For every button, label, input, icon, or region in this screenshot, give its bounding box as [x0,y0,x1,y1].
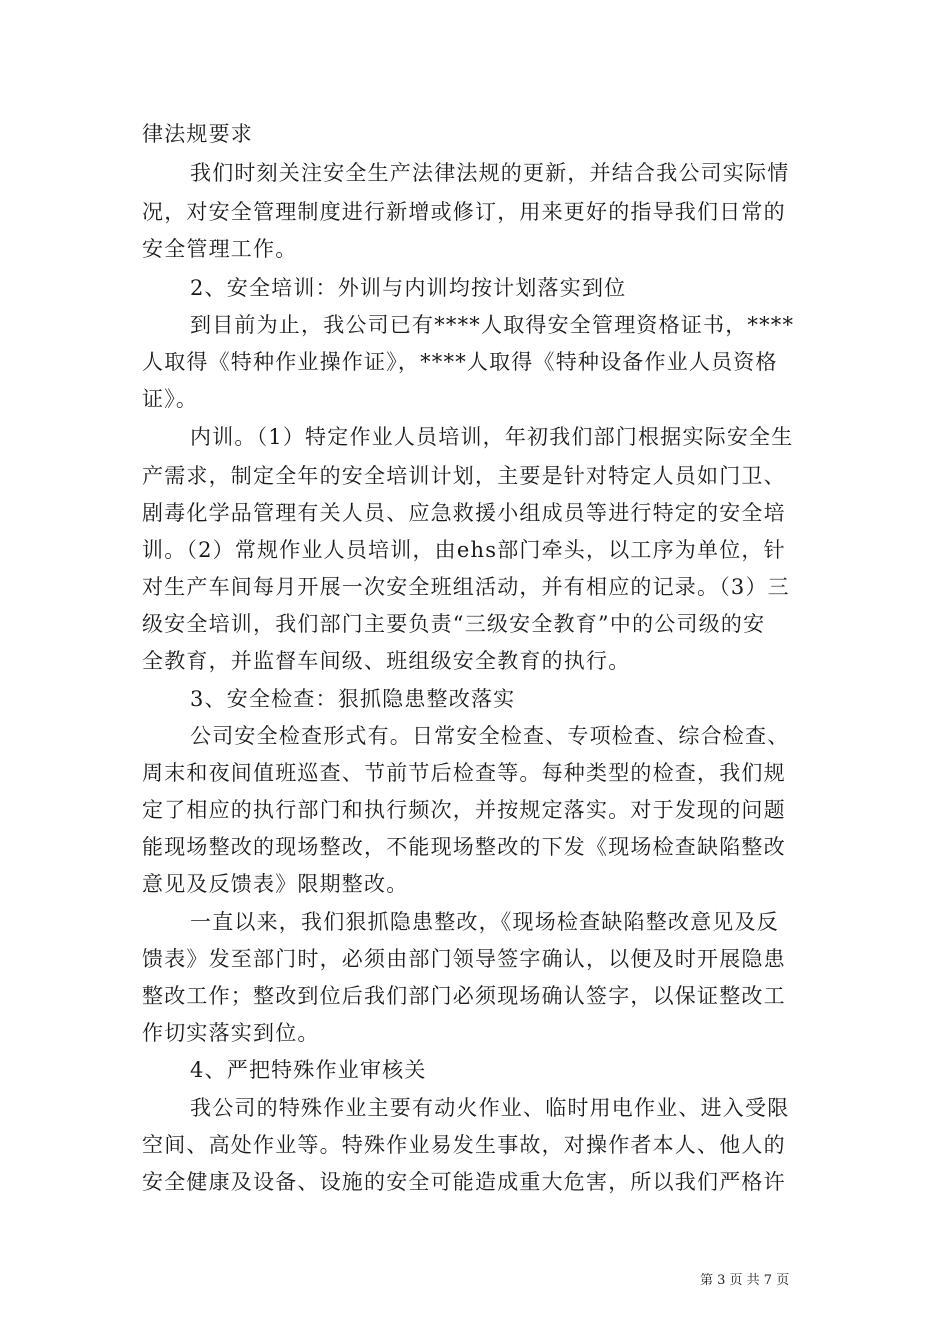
section-heading: 2、安全培训：外训与内训均按计划落实到位 [190,276,627,300]
text-line: 人取得《特种作业操作证》，****人取得《特种设备作业人员资格 [142,350,778,374]
section-heading: 4、严把特殊作业审核关 [190,1058,427,1082]
text-line: 作切实落实到位。 [142,1021,320,1045]
text-line: 定了相应的执行部门和执行频次，并按规定落实。对于发现的问题 [142,798,786,822]
paragraph-line: 到目前为止，我公司已有****人取得安全管理资格证书，**** [190,313,795,337]
text-line: 全教育，并监督车间级、班组级安全教育的执行。 [142,649,631,673]
paragraph-line: 公司安全检查形式有。日常安全检查、专项检查、综合检查、 [190,724,790,748]
text-line: 周末和夜间值班巡查、节前节后检查等。每种类型的检查，我们规 [142,761,786,785]
paragraph-line: 我们时刻关注安全生产法律法规的更新，并结合我公司实际情 [190,161,790,185]
text-line: 训。（2）常规作业人员培训，由ehs部门牵头，以工序为单位，针 [142,538,786,562]
text-line: 对生产车间每月开展一次安全班组活动，并有相应的记录。（3）三 [142,575,790,599]
text-line: 能现场整改的现场整改，不能现场整改的下发《现场检查缺陷整改 [142,835,786,859]
text-line: 空间、高处作业等。特殊作业易发生事故，对操作者本人、他人的 [142,1133,786,1157]
section-heading: 3、安全检查：狠抓隐患整改落实 [190,687,516,711]
page-number-footer: 第 3 页 共 7 页 [700,1273,790,1288]
text-line: 况，对安全管理制度进行新增或修订，用来更好的指导我们日常的 [142,200,786,224]
text-line: 律法规要求 [142,122,253,146]
text-line: 产需求，制定全年的安全培训计划，主要是针对特定人员如门卫、 [142,464,786,488]
text-line: 馈表》发至部门时，必须由部门领导签字确认，以便及时开展隐患 [142,947,786,971]
paragraph-line: 内训。（1）特定作业人员培训，年初我们部门根据实际安全生 [190,425,794,449]
paragraph-line: 我公司的特殊作业主要有动火作业、临时用电作业、进入受限 [190,1096,790,1120]
text-line: 证》。 [142,387,199,411]
text-line: 意见及反馈表》限期整改。 [142,872,409,896]
paragraph-line: 一直以来，我们狠抓隐患整改，《现场检查缺陷整改意见及反 [190,910,779,934]
text-line: 剧毒化学品管理有关人员、应急救援小组成员等进行特定的安全培 [142,501,786,525]
text-line: 安全管理工作。 [142,237,298,261]
text-line: 整改工作；整改到位后我们部门必须现场确认签字，以保证整改工 [142,984,786,1008]
text-line: 安全健康及设备、设施的安全可能造成重大危害，所以我们严格许 [142,1170,786,1194]
text-line: 级安全培训，我们部门主要负责“三级安全教育”中的公司级的安 [142,612,766,636]
